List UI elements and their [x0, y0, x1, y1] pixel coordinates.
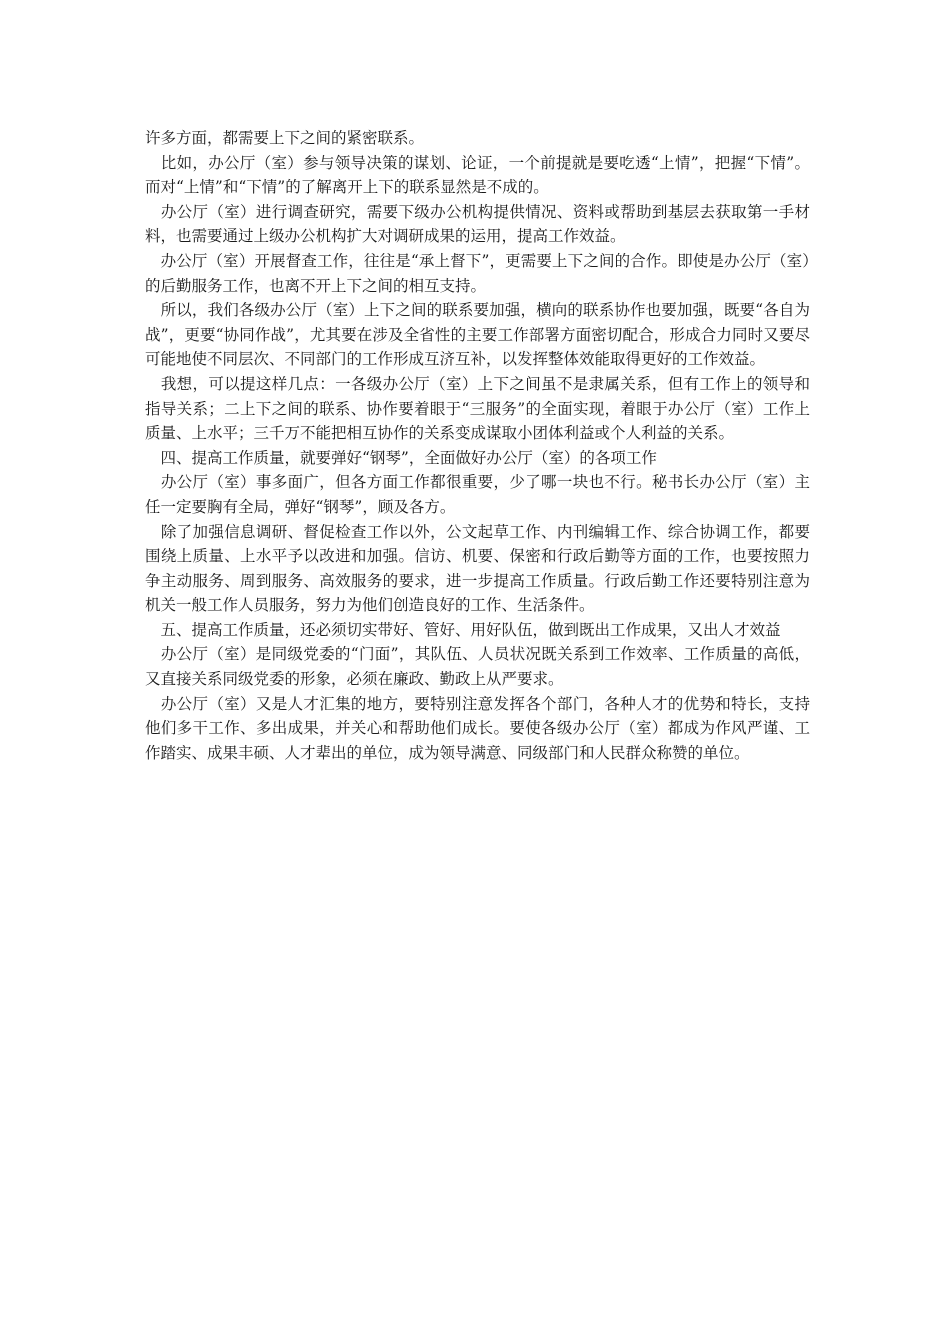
- paragraph-6: 我想，可以提这样几点：一各级办公厅（室）上下之间虽不是隶属关系，但有工作上的领导和指导关系；二上下之间的联系、协作要着眼于“三服务”的全面实现，着眼于办公厅（室）工作上质量、上水平；三千万不能把相互协作的关系变成谋取小团体利益或个人利益的关系。: [145, 374, 810, 443]
- paragraph-1: 许多方面，都需要上下之间的紧密联系。: [145, 129, 425, 147]
- paragraph-7: 办公厅（室）事多面广，但各方面工作都很重要，少了哪一块也不行。秘书长办公厅（室）主任一定要胸有全局，弹好“钢琴”，顾及各方。: [145, 473, 810, 516]
- paragraph-8: 除了加强信息调研、督促检查工作以外，公文起草工作、内刊编辑工作、综合协调工作，都要围绕上质量、上水平予以改进和加强。信访、机要、保密和行政后勤等方面的工作，也要按照力争主动服务、周到服务、高效服务的要求，进一步提高工作质量。行政后勤工作还要特别注意为机关一般工作人员服务，努力为他们创造良好的工作、生活条件。: [145, 522, 810, 615]
- paragraph-10: 办公厅（室）又是人才汇集的地方，要特别注意发挥各个部门，各种人才的优势和特长，支持他们多干工作、多出成果，并关心和帮助他们成长。要使各级办公厅（室）都成为作风严谨、工作踏实、成果丰硕、人才辈出的单位，成为领导满意、同级部门和人民群众称赞的单位。: [145, 694, 810, 762]
- paragraph-3: 办公厅（室）进行调查研究，需要下级办公机构提供情况、资料或帮助到基层去获取第一手材料，也需要通过上级办公机构扩大对调研成果的运用，提高工作效益。: [145, 202, 810, 246]
- paragraph-5: 所以，我们各级办公厅（室）上下之间的联系要加强，横向的联系协作也要加强，既要“各自为战”，更要“协同作战”，尤其要在涉及全省性的主要工作部署方面密切配合，形成合力同时又要尽可能地使不同层次、不同部门的工作形成互济互补，以发挥整体效能取得更好的工作效益。: [145, 301, 810, 369]
- section-heading-4: 四、提高工作质量，就要弹好“钢琴”，全面做好办公厅（室）的各项工作: [145, 448, 657, 467]
- document-body: [145, 126, 810, 765]
- paragraph-9: 办公厅（室）是同级党委的“门面”，其队伍、人员状况既关系到工作效率、工作质量的高低，又直接关系同级党委的形象，必须在廉政、勤政上从严要求。: [145, 645, 810, 689]
- section-heading-5: 五、提高工作质量，还必须切实带好、管好、用好队伍，做到既出工作成果，又出人才效益: [145, 620, 781, 639]
- paragraph-4: 办公厅（室）开展督查工作，往往是“承上督下”，更需要上下之间的合作。即使是办公厅（室）的后勤服务工作，也离不开上下之间的相互支持。: [145, 251, 810, 295]
- paragraph-2: 比如，办公厅（室）参与领导决策的谋划、论证，一个前提就是要吃透“上情”，把握“下情”。而对“上情”和“下情”的了解离开上下的联系显然是不成的。: [145, 153, 810, 197]
